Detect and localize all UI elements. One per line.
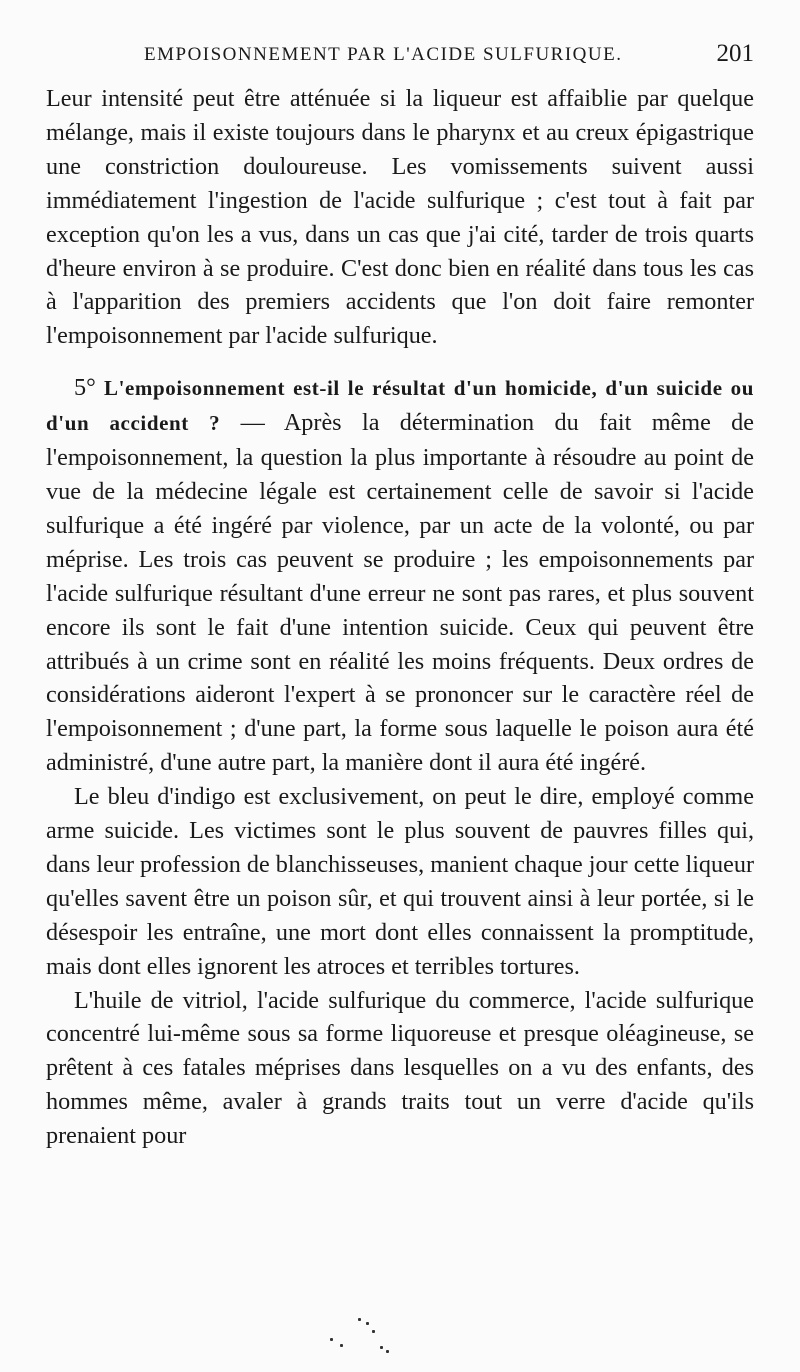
paragraph-3: Le bleu d'indigo est exclusivement, on peut le dire, employé comme arme suicide. Les victimes sont le plus souvent de pauvres filles qui, dans leur profession de blanchisseuses, manient chaque jour cette liqueur qu'elles savent être un poison sûr, et qui trouvent ainsi à leur portée, si le désespoir les entraîne, une mort dont elles connaissent la promptitude, mais dont elles ignorent les atroces et terribles tortures. bbox=[46, 783, 754, 980]
section-text: — Après la détermination du fait même de l'empoisonnement, la question la plus importante à résoudre au point de vue de la médecine légale est certainement celle de savoir si l'acide sulfurique a été ingéré par violence, par un acte de la volonté, ou par méprise. Les trois cas peuvent se produire ; les empoisonnements par l'acide sulfurique résultant d'une erreur ne sont pas rares, et plus souvent encore ils sont le fait d'une intention suicide. Ceux qui peuvent être attribués à un crime sont en réalité les moins fréquents. Deux ordres de considérations aideront l'expert à se prononcer sur le caractère réel de l'empoisonnement ; d'une part, la forme sous laquelle le poison aura été administré, d'une autre part, la manière dont il aura été ingéré. bbox=[46, 409, 755, 777]
ink-specks bbox=[310, 1310, 400, 1360]
page-number: 201 bbox=[716, 40, 754, 67]
section-title: L'empoisonnement est-il le résultat d'un homicide, d'un suicide ou d'un accident ? bbox=[46, 376, 754, 436]
running-head: EMPOISONNEMENT PAR L'ACIDE SULFURIQUE. bbox=[144, 44, 623, 65]
paragraph-1: Leur intensité peut être atténuée si la liqueur est affaiblie par quelque mélange, mais il existe toujours dans le pharynx et au creux épigastrique une constriction douloureuse. Les vomissements suivent aussi immédiatement l'ingestion de l'acide sulfurique ; c'est tout à fait par exception qu'on les a vus, dans un cas que j'ai cité, tarder de trois quarts d'heure environ à se produire. C'est donc bien en réalité dans tous les cas à l'apparition des premiers accidents que l'on doit faire remonter l'empoisonnement par l'acide sulfurique. bbox=[46, 85, 754, 350]
paragraph-4: L'huile de vitriol, l'acide sulfurique du commerce, l'acide sulfurique concentré lui-même sous sa forme liquoreuse et presque oléagineuse, se prêtent à ces fatales méprises dans lesquelles on a vu des enfants, des hommes même, avaler à grands traits tout un verre d'acide qu'ils prenaient pour bbox=[46, 986, 754, 1150]
section-number: 5° bbox=[74, 374, 96, 402]
page-header bbox=[46, 40, 754, 80]
section-paragraph bbox=[46, 371, 754, 780]
body-text bbox=[46, 82, 754, 1153]
